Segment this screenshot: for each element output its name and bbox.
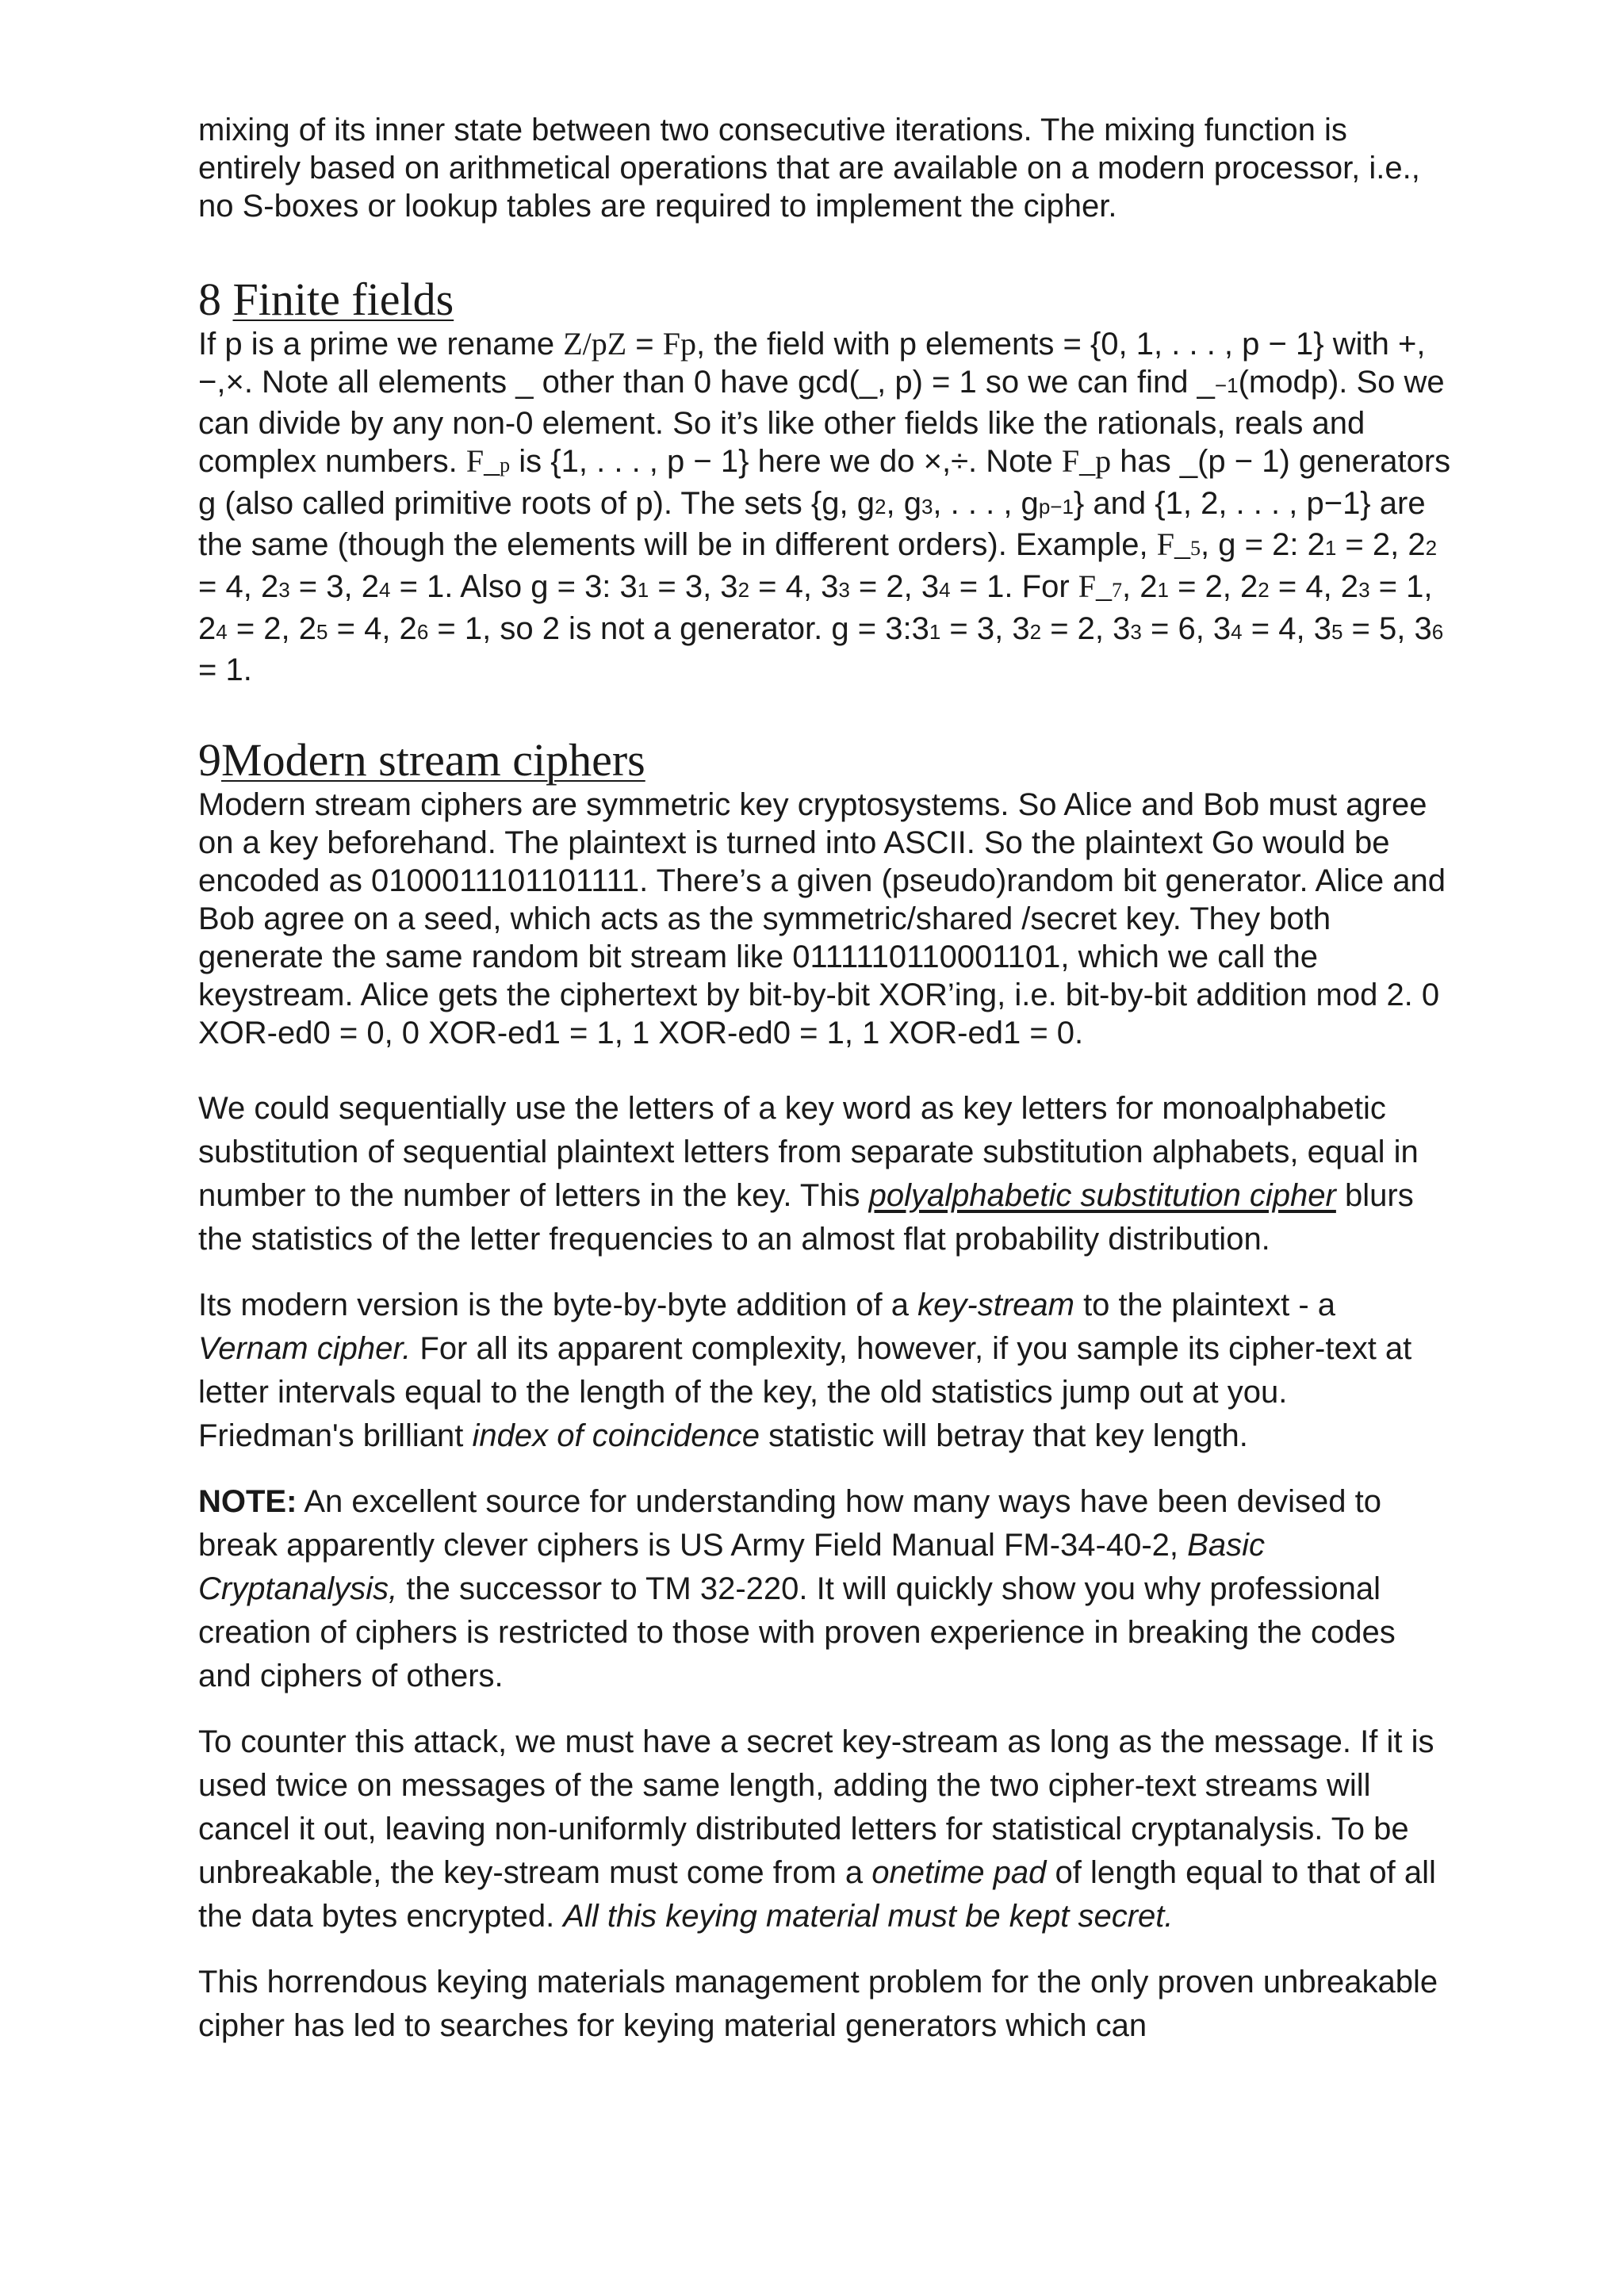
section-9-title: Modern stream ciphers <box>221 734 645 786</box>
vernam-paragraph: Its modern version is the byte-by-byte addition of a key-stream to the plaintext - a Vernam cipher. For all its apparent complexity, however, if you sample its cipher-text at letter intervals equal to the length of the key, the old statistics jump out at you. Friedman's brilliant index of coincidence statistic will betray that key length. <box>198 1288 1412 1453</box>
section-9-heading <box>198 735 1451 786</box>
polyalphabetic-term: polyalphabetic substitution cipher <box>868 1178 1336 1213</box>
note-label: NOTE: <box>198 1484 297 1519</box>
section-8-number: 8 <box>198 274 221 325</box>
document-page <box>198 111 1451 2048</box>
polyalphabetic-paragraph: We could sequentially use the letters of a key word as key letters for monoalphabetic substitution of sequential plaintext letters from separate substitution alphabets, equal in number to the number of letters in the key. This polyalphabetic substitution cipher blurs the statistics of the letter frequencies to an almost flat probability distribution. <box>198 1091 1419 1257</box>
finite-fields-paragraph: If p is a prime we rename Z/pZ = Fp, the field with p elements = {0, 1, . . . , p − 1} with +,−,×. Note all elements _ other than 0 have gcd(_, p) = 1 so we can find _−1(modp). So we can divide by any non-0 element. So it’s like other fields like the rationals, reals and complex numbers. F_p is {1, . . . , p − 1} here we do ×,÷. Note F_p has _(p − 1) generators g (also called primitive roots of p). The sets {g, g2, g3, . . . , gp−1} and {1, 2, . . . , p−1} are the same (though the elements will be in different orders). Example, F_5, g = 2: 21 = 2, 22 = 4, 23 = 3, 24 = 1. Also g = 3: 31 = 3, 32 = 4, 33 = 2, 34 = 1. For F_7, 21 = 2, 22 = 4, 23 = 1, 24 = 2, 25 = 4, 26 = 1, so 2 is not a generator. g = 3:31 = 3, 32 = 2, 33 = 6, 34 = 4, 35 = 5, 36 = 1. <box>198 326 1451 687</box>
note-paragraph: NOTE: An excellent source for understanding how many ways have been devised to break apparently clever ciphers is US Army Field Manual FM-34-40-2, Basic Cryptanalysis, the successor to TM 32-220. It will quickly show you why professional creation of ciphers is restricted to those with proven experience in breaking the codes and ciphers of others. <box>198 1484 1396 1693</box>
section-8-heading <box>198 274 1451 325</box>
section-8-title: Finite fields <box>232 274 454 325</box>
stream-ciphers-paragraph: Modern stream ciphers are symmetric key cryptosystems. So Alice and Bob must agree on a key beforehand. The plaintext is turned into ASCII. So the plaintext Go would be encoded as 0100011101101111. There’s a given (pseudo)random bit generator. Alice and Bob agree on a seed, which acts as the symmetric/shared /secret key. They both generate the same random bit stream like 0111110110001101, which we call the keystream. Alice gets the ciphertext by bit-by-bit XOR’ing, i.e. bit-by-bit addition mod 2. 0 XOR-ed0 = 0, 0 XOR-ed1 = 1, 1 XOR-ed0 = 1, 1 XOR-ed1 = 0. <box>198 787 1446 1050</box>
section-9-number: 9 <box>198 734 221 786</box>
intro-paragraph: mixing of its inner state between two consecutive iterations. The mixing function is entirely based on arithmetical operations that are available on a modern processor, i.e., no S-boxes or lookup tables are required to implement the cipher. <box>198 113 1420 224</box>
keying-materials-paragraph: This horrendous keying materials management problem for the only proven unbreakable cipher has led to searches for keying material generators which can <box>198 1965 1438 2043</box>
key-stream-paragraph: To counter this attack, we must have a secret key-stream as long as the message. If it is used twice on messages of the same length, adding the two cipher-text streams will cancel it out, leaving non-uniformly distributed letters for statistical cryptanalysis. To be unbreakable, the key-stream must come from a onetime pad of length equal to that of all the data bytes encrypted. All this keying material must be kept secret. <box>198 1724 1436 1934</box>
